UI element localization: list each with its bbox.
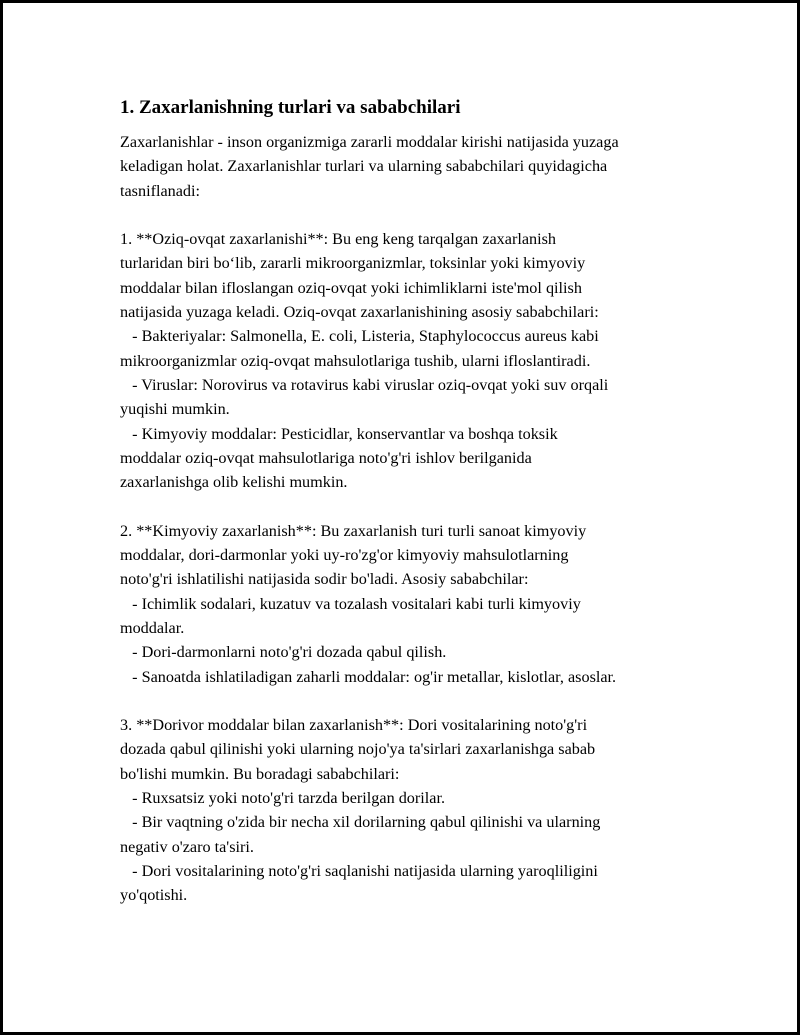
document-body: Zaxarlanishlar - inson organizmiga zararli moddalar kirishi natijasida yuzaga keladigan holat. Zaxarlanishlar turlari va ularning sababchilari quyidagicha tasniflanadi: 1. **Oziq-ovqat zaxarlanishi**: Bu eng keng tarqalgan zaxarlanish turlaridan biri bo‘lib, zararli mikroorganizmlar, toksinlar yoki kimyoviy moddalar bilan ifloslangan oziq-ovqat yoki ichimliklarni iste'mol qilish natijasida yuzaga keladi. Oziq-ovqat zaxarlanishining asosiy sababchilari: - Bakteriyalar: Salmonella, E. coli, Listeria, Staphylococcus aureus kabi mikroorganizmlar oziq-ovqat mahsulotlariga tushib, ularni ifloslantiradi. - Viruslar: Norovirus va rotavirus kabi viruslar oziq-ovqat yoki suv orqali yuqishi mumkin. - Kimyoviy moddalar: Pesticidlar, konservantlar va boshqa toksik moddalar oziq-ovqat mahsulotlariga noto'g'ri ishlov berilganida zaxarlanishga olib kelishi mumkin. 2. **Kimyoviy zaxarlanish**: Bu zaxarlanish turi turli sanoat kimyoviy moddalar, dori-darmonlar yoki uy-ro'zg'or kimyoviy mahsulotlarning noto'g'ri ishlatilishi natijasida sodir bo'ladi. Asosiy sababchilar: - Ichimlik sodalari, kuzatuv va tozalash vositalari kabi turli kimyoviy moddalar. - Dori-darmonlarni noto'g'ri dozada qabul qilish. - Sanoatda ishlatiladigan zaharli moddalar: og'ir metallar, kislotlar, asoslar. 3. **Dorivor moddalar bilan zaxarlanish**: Dori vositalarining noto'g'ri dozada qabul qilinishi yoki ularning nojo'ya ta'sirlari zaxarlanishga sabab bo'lishi mumkin. Bu boradagi sababchilari: - Ruxsatsiz yoki noto'g'ri tarzda berilgan dorilar. - Bir vaqtning o'zida bir necha xil dorilarning qabul qilinishi va ularning negativ o'zaro ta'siri. - Dori vositalarining noto'g'ri saqlanishi natijasida ularning yaroqliligini yo'qotishi. — [120, 133, 619, 905]
document-content — [120, 95, 700, 908]
document-title: 1. Zaxarlanishning turlari va sababchilari — [120, 97, 461, 118]
